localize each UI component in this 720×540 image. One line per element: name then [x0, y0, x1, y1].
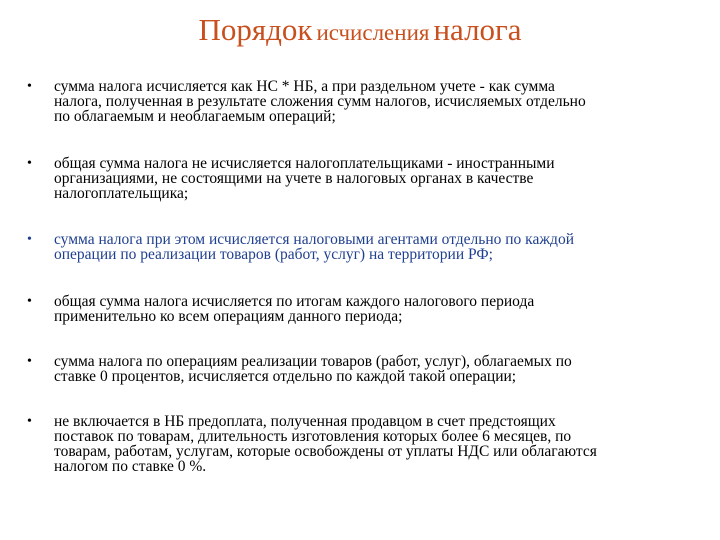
list-item-text: сумма налога исчисляется как НС * НБ, а при раздельном учете - как сумма налога, полученная в результате сложения сумм налогов, исчисляемых отдельно по облагаемым и необлагаемым операций; — [54, 78, 586, 125]
list-item-text: общая сумма налога исчисляется по итогам каждого налогового периода применительно ко всем операциям данного периода; — [54, 293, 535, 325]
title-part-3: налога — [433, 12, 522, 47]
bullet-icon: • — [27, 232, 32, 247]
bullet-icon: • — [27, 156, 32, 171]
title-part-2: исчисления — [316, 20, 430, 45]
list-item-text: общая сумма налога не исчисляется налогоплательщиками - иностранными организациями, не состоящими на учете в налоговых органах в качестве налогоплательщика; — [54, 155, 555, 202]
bullet-icon: • — [27, 294, 32, 309]
bullet-icon: • — [27, 354, 32, 369]
title-part-1: Порядок — [198, 12, 313, 47]
list-item-text: не включается в НБ предоплата, полученная продавцом в счет предстоящих поставок по товарам, длительность изготовления которых более 6 месяцев, по товарам, работам, услугам, которые освобождены от уплаты НДС или облагаются налогом по ставке 0 %. — [54, 413, 597, 475]
page-title — [0, 14, 720, 45]
bullet-icon: • — [27, 79, 32, 94]
list-item-text: сумма налога по операциям реализации товаров (работ, услуг), облагаемых по ставке 0 процентов, исчисляется отдельно по каждой такой операции; — [54, 353, 572, 385]
bullet-icon: • — [27, 414, 32, 429]
list-item-text: сумма налога при этом исчисляется налоговыми агентами отдельно по каждой операции по реализации товаров (работ, услуг) на территории РФ; — [54, 231, 574, 263]
